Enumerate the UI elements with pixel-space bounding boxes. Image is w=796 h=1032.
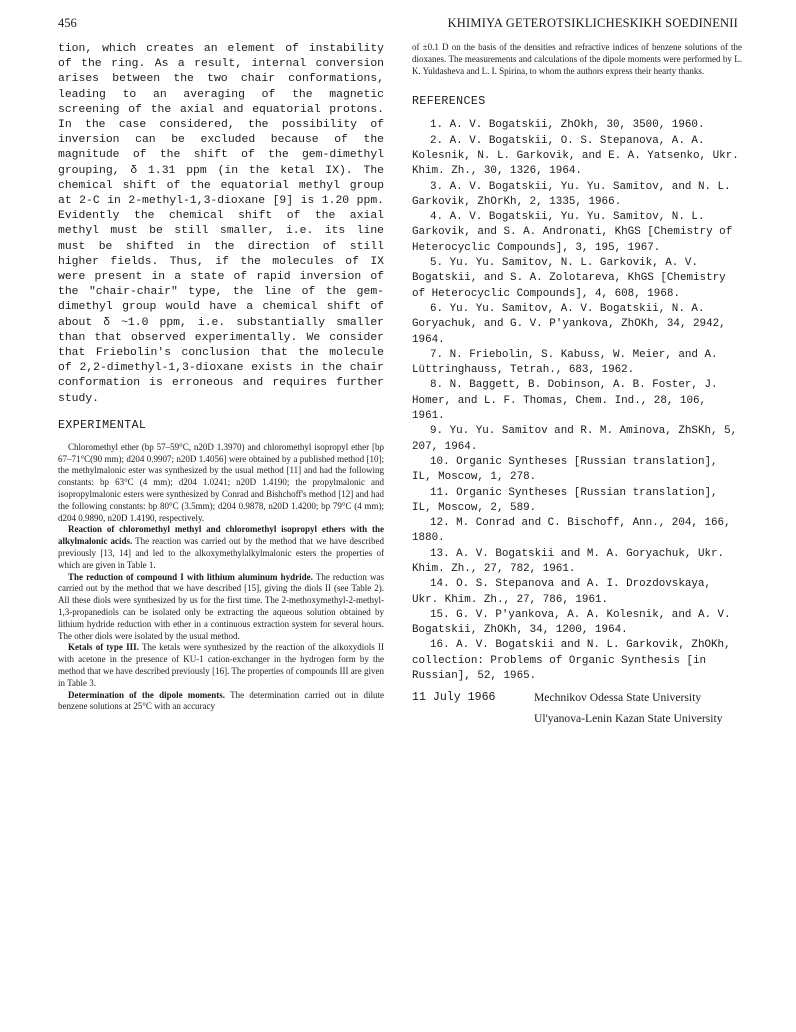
paragraph-2-heading: Reaction of chloromethyl methyl and chloromethyl isopropyl ethers with the alkylmalonic acids. <box>58 524 384 547</box>
reference-item: 16. A. V. Bogatskii and N. L. Garkovik, ZhOKh, collection: Problems of Organic Synthesis [in Russian], 52, 1965. <box>412 639 731 683</box>
paragraph-4-body: The ketals were synthesized by the reaction of the alkoxydiols II with acetone in the presence of KU-1 cation-exchanger in the hydrogen form by the method that we have described previously [16]. The properties of compounds III are given in Table 3. <box>58 642 384 688</box>
paragraph-3-body: The reduction was carried out by the method that we have described [15], giving the diols II (see Table 2). All these diols were synthesized by us for the first time. The 2-methoxymethyl-2-methyl-1,3-propanediols can be isolated only be extracting the aqueous solution obtained by lithium hydride reduction with ether in a continuous extraction system for several hours. The other diols were isolated by the usual method. <box>58 571 384 641</box>
experimental-heading: EXPERIMENTAL <box>58 418 147 432</box>
reference-item: 1. A. V. Bogatskii, ZhOkh, 30, 3500, 1960. <box>430 119 705 132</box>
reference-item: 9. Yu. Yu. Samitov and R. M. Aminova, ZhSKh, 5, 207, 1964. <box>412 425 738 453</box>
reference-item: 13. A. V. Bogatskii and M. A. Goryachuk, Ukr. Khim. Zh., 27, 782, 1961. <box>412 547 725 575</box>
reference-item: 2. A. V. Bogatskii, O. S. Stepanova, A. A. Kolesnik, N. L. Garkovik, and E. A. Yatsenko, Ukr. Khim. Zh., 30, 1326, 1964. <box>412 134 739 178</box>
page-header <box>58 16 738 34</box>
experimental-paragraph-3 <box>58 572 384 643</box>
page-number: 456 <box>58 16 77 30</box>
reference-item: 14. O. S. Stepanova and A. I. Drozdovskaya, Ukr. Khim. Zh., 27, 786, 1961. <box>412 578 712 606</box>
acknowledgment-paragraph: of ±0.1 D on the basis of the densities and refractive indices of benzene solutions of the dioxanes. The measurements and calculations of the dipole moments were performed by L. K. Yuldasheva and L. I. Spirina, to whom the authors express their hearty thanks. <box>412 42 742 76</box>
experimental-paragraph-2 <box>58 524 384 571</box>
experimental-paragraph-4 <box>58 642 384 689</box>
references-list <box>412 118 742 684</box>
reference-item: 6. Yu. Yu. Samitov, A. V. Bogatskii, N. A. Goryachuk, and G. V. P'yankova, ZhOKh, 34, 2942, 1964. <box>412 302 726 346</box>
institution-kazan: Ul'yanova-Lenin Kazan State University <box>534 712 723 726</box>
reference-item: 15. G. V. P'yankova, A. A. Kolesnik, and A. V. Bogatskii, ZhOKh, 34, 1200, 1964. <box>412 608 731 637</box>
left-column <box>58 42 384 713</box>
right-column <box>412 42 742 684</box>
paragraph-3-heading: The reduction of compound I with lithium aluminum hydride. <box>68 571 313 582</box>
experimental-paragraph-1: Chloromethyl ether (bp 57–59°C, n20D 1.3970) and chloromethyl isopropyl ether [bp 67–71°C(90 mm); d204 0.9907; n20D 1.4056] were obtained by a published method [10]; the methylmalonic ester was synthesized by the usual method [11] and had the following constants: bp 63°C (4 mm); d204 1.0241; n20D 1.4190; the propylmalonic and isopropylmalonic esters were synthesized by Conrad and Bishchoff's method [12] and had the following constants: bp 80°C (3.5mm); d204 0.9878, n20D 1.4200; bp 79°C (4 mm); d204 0.9890, n20D 1.4190, respectively. <box>58 441 384 523</box>
paragraph-5-heading: Determination of the dipole moments. <box>68 689 226 700</box>
paragraph-2-body: The reaction was carried out by the method that we have described previously [13, 14] and led to the alkoxymethylalkylmalonic esters the properties of which are given in Table 1. <box>58 536 384 570</box>
reference-item: 11. Organic Syntheses [Russian translation], IL, Moscow, 2, 589. <box>412 486 718 514</box>
reference-item: 3. A. V. Bogatskii, Yu. Yu. Samitov, and N. L. Garkovik, ZhOrKh, 2, 1335, 1966. <box>412 180 731 208</box>
reference-item: 8. N. Baggett, B. Dobinson, A. B. Foster, J. Homer, and L. F. Thomas, Chem. Ind., 28, 106, 1961. <box>412 379 718 423</box>
reference-item: 7. N. Friebolin, S. Kabuss, W. Meier, and A. Lüttringhauss, Tetrah., 683, 1962. <box>412 348 718 377</box>
paragraph-4-heading: Ketals of type III. <box>68 642 139 653</box>
institutions <box>534 690 764 732</box>
reference-item: 4. A. V. Bogatskii, Yu. Yu. Samitov, N. L. Garkovik, and S. A. Andronati, KhGS [Chemistry of Heterocyclic Compounds], 3, 195, 1967. <box>412 211 733 254</box>
reference-item: 12. M. Conrad and C. Bischoff, Ann., 204, 166, 1880. <box>412 517 731 545</box>
reference-item: 5. Yu. Yu. Samitov, N. L. Garkovik, A. V. Bogatskii, and S. A. Zolotareva, KhGS [Chemistry of Heterocyclic Compounds], 4, 608, 1968. <box>412 257 726 300</box>
institution-odessa: Mechnikov Odessa State University <box>534 691 702 704</box>
reference-item: 10. Organic Syntheses [Russian translation], IL, Moscow, 1, 278. <box>412 455 718 484</box>
received-date: 11 July 1966 <box>412 691 496 704</box>
journal-title: KHIMIYA GETEROTSIKLICHESKIKH SOEDINENII <box>447 16 738 30</box>
paragraph-5-body: The determination carried out in dilute benzene solutions at 25°C with an accuracy <box>58 689 385 712</box>
references-heading: REFERENCES <box>412 95 486 109</box>
intro-paragraph: tion, which creates an element of instability of the ring. As a result, internal conversion arises between the two chair conformations, leading to an averaging of the magnetic screening of the axial and equatorial protons. In the case considered, the possibility of inversion can be excluded because of the magnitude of the shift of the gem-dimethyl grouping, δ 1.31 ppm (in the ketal IX). The chemical shift of the equatorial methyl group at 2-C in 2-methyl-1,3-dioxane [9] is 1.20 ppm. Evidently the chemical shift of the axial methyl must be still smaller, i.e. its line must be shifted in the direction of still higher fields. Thus, if the molecules of IX were present in a state of rapid inversion of the "chair-chair" type, the line of the gem-dimethyl group would have a chemical shift of about δ ~1.0 ppm, i.e. substantially smaller than that observed experimentally. We consider that Friebolin's conclusion that the molecule of 2,2-dimethyl-1,3-dioxane exists in the chair conformation is erroneous and requires further study. <box>58 43 384 405</box>
experimental-paragraph-5 <box>58 690 384 714</box>
